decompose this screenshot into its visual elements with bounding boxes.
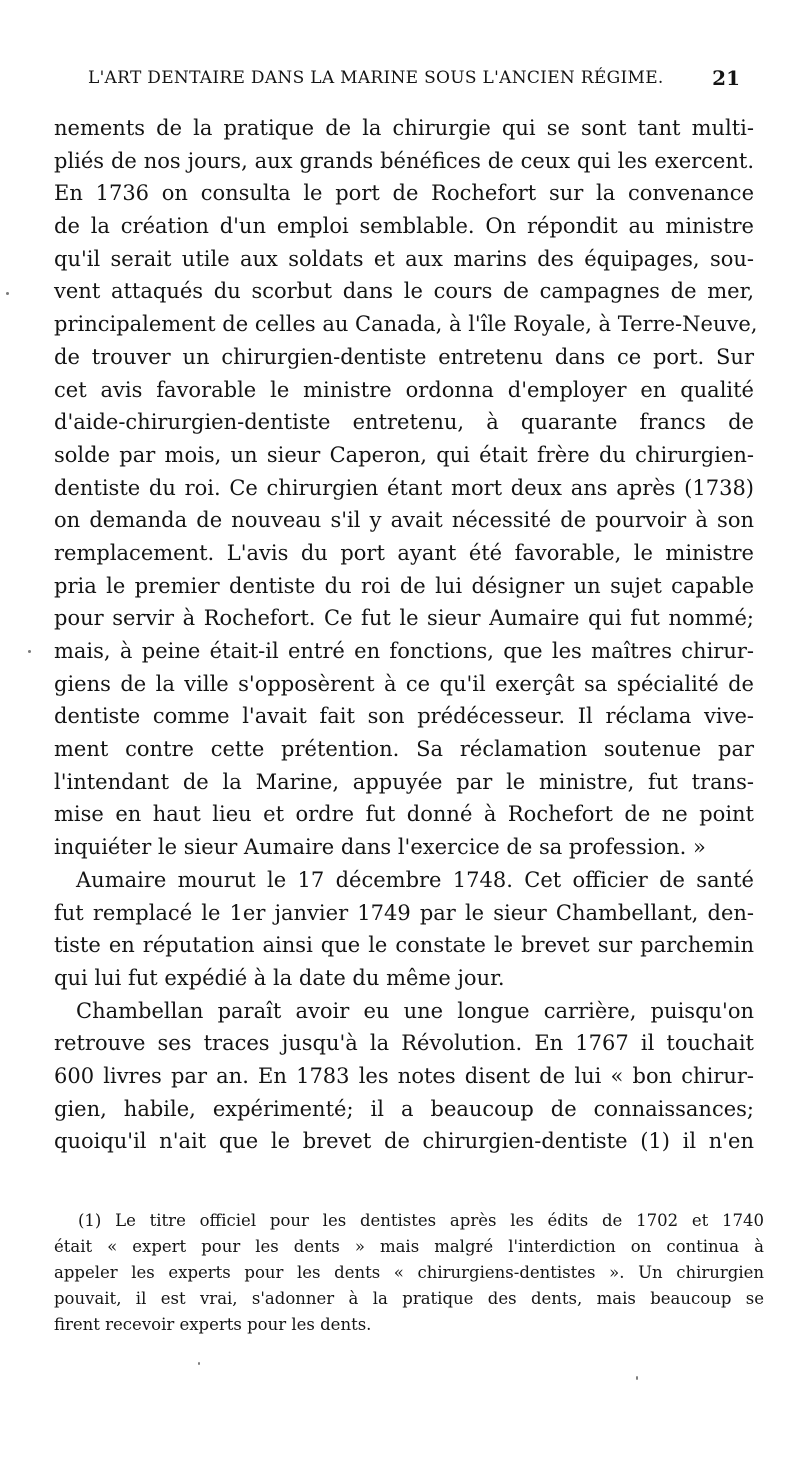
footnote (54, 1208, 764, 1338)
text-line: de la création d'un emploi semblable. On répondit au ministre (54, 214, 754, 239)
text-line: dentiste du roi. Ce chirurgien étant mort deux ans après (1738) (54, 475, 754, 500)
text-line: 600 livres par an. En 1783 les notes disent de lui « bon chirur- (54, 1063, 754, 1088)
footnote-line: était « expert pour les dents » mais malgré l'interdiction on continua à (54, 1237, 764, 1256)
paragraph-start-line: Aumaire mourut le 17 décembre 1748. Cet officier de santé (76, 867, 754, 892)
text-line: qu'il serait utile aux soldats et aux marins des équipages, sou- (54, 246, 754, 271)
text-line: pour servir à Rochefort. Ce fut le sieur Aumaire qui fut nommé; (54, 606, 754, 631)
scan-speck (6, 292, 9, 295)
running-title: L'ART DENTAIRE DANS LA MARINE SOUS L'ANCIEN RÉGIME. (88, 68, 664, 88)
text-line: l'intendant de la Marine, appuyée par le ministre, fut trans- (54, 769, 754, 794)
text-line: vent attaqués du scorbut dans le cours de campagnes de mer, (54, 279, 754, 304)
text-line: mise en haut lieu et ordre fut donné à Rochefort de ne point (54, 802, 754, 827)
paragraph-start-line: Chambellan paraît avoir eu une longue carrière, puisqu'on (76, 998, 754, 1023)
footnote-line: appeler les experts pour les dents « chirurgiens-dentistes ». Un chirurgien (54, 1263, 764, 1282)
text-line: de trouver un chirurgien-dentiste entretenu dans ce port. Sur (54, 344, 754, 369)
page-number: 21 (712, 66, 740, 90)
text-line: qui lui fut expédié à la date du même jour. (54, 965, 505, 990)
text-line: quoiqu'il n'ait que le brevet de chirurgien-dentiste (1) il n'en (54, 1129, 754, 1154)
text-line: En 1736 on consulta le port de Rochefort sur la convenance (54, 181, 754, 206)
scan-speck (198, 1362, 200, 1365)
page-header (88, 66, 740, 96)
footnote-line: (1) Le titre officiel pour les dentistes après les édits de 1702 et 1740 (78, 1211, 764, 1230)
text-line: dentiste comme l'avait fait son prédécesseur. Il réclama vive- (54, 704, 754, 729)
text-line: solde par mois, un sieur Caperon, qui était frère du chirurgien- (54, 442, 754, 467)
text-line: gien, habile, expérimenté; il a beaucoup de connaissances; (54, 1096, 754, 1121)
text-line: pria le premier dentiste du roi de lui désigner un sujet capable (54, 573, 754, 598)
text-line: fut remplacé le 1er janvier 1749 par le sieur Chambellant, den- (54, 900, 754, 925)
text-line: principalement de celles au Canada, à l'île Royale, à Terre-Neuve, (54, 312, 758, 337)
text-line: pliés de nos jours, aux grands bénéfices de ceux qui les exercent. (54, 148, 754, 173)
text-line: mais, à peine était-il entré en fonctions, que les maîtres chirur- (54, 639, 754, 663)
body-text (54, 112, 758, 1158)
text-line: remplacement. L'avis du port ayant été favorable, le ministre (54, 540, 754, 565)
text-line: giens de la ville s'opposèrent à ce qu'il exerçât sa spécialité de (54, 671, 754, 696)
text-line: on demanda de nouveau s'il y avait nécessité de pourvoir à son (54, 508, 754, 533)
footnote-line: pouvait, il est vrai, s'adonner à la pratique des dents, mais beaucoup se (54, 1289, 764, 1308)
text-line: d'aide-chirurgien-dentiste entretenu, à quarante francs de (54, 410, 754, 435)
scan-speck (636, 1376, 638, 1380)
text-line: nements de la pratique de la chirurgie qui se sont tant multi- (54, 116, 754, 140)
text-line: tiste en réputation ainsi que le constate le brevet sur parchemin (54, 933, 754, 958)
text-line: retrouve ses traces jusqu'à la Révolution. En 1767 il touchait (54, 1031, 754, 1056)
text-line: cet avis favorable le ministre ordonna d'employer en qualité (54, 377, 754, 402)
scan-speck (28, 650, 31, 653)
footnote-line: firent recevoir experts pour les dents. (54, 1315, 372, 1334)
text-line: ment contre cette prétention. Sa réclamation soutenue par (54, 737, 754, 762)
text-line: inquiéter le sieur Aumaire dans l'exercice de sa profession. » (54, 835, 706, 860)
